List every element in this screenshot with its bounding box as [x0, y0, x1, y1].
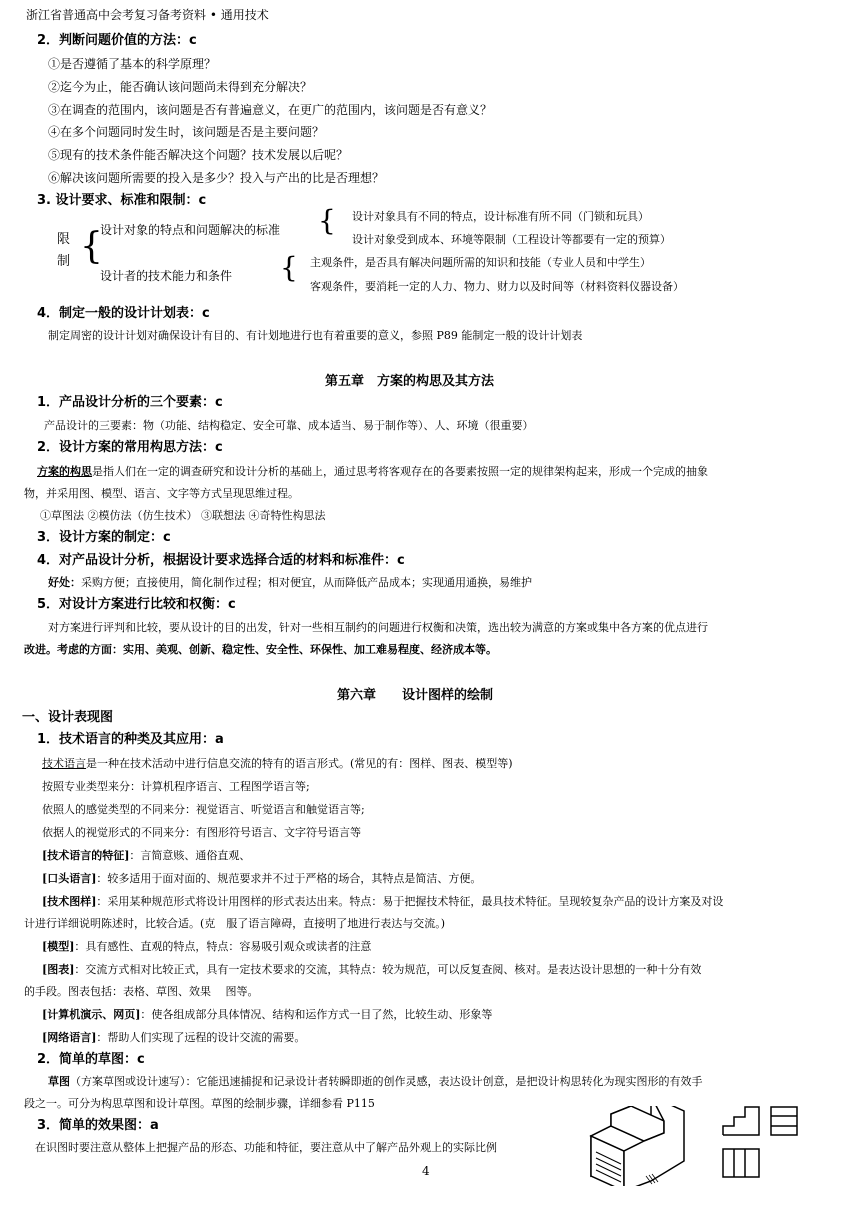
- section-heading: 一、设计表现图: [22, 710, 114, 725]
- brace-b: {: [280, 251, 298, 284]
- chapter-title: 第六章 设计图样的绘制: [337, 688, 494, 703]
- paragraph: [48, 1074, 703, 1090]
- section-title: 2．判断问题价值的方法：c: [37, 33, 197, 48]
- label: [技术图样]: [42, 895, 97, 908]
- section-title: 4．制定一般的设计计划表：c: [37, 306, 210, 321]
- text: 是指人们在一定的调查研究和设计分析的基础上，通过思考将客观存在的各要素按照一定的规律架构起来，形成一个完成的抽象: [92, 465, 708, 478]
- term: 技术语言: [42, 757, 86, 770]
- limit-subitem: 客观条件，要消耗一定的人力、物力、财力以及时间等（材料资料仪器设备）: [310, 280, 684, 293]
- section-title: 5．对设计方案进行比较和权衡：c: [37, 597, 236, 612]
- paragraph: [42, 962, 701, 978]
- list-item: ③在调查的范围内，该问题是否有普遍意义，在更广的范围内，该问题是否有意义？: [48, 103, 493, 117]
- stairs-side-view: [770, 1106, 798, 1136]
- section-title: 3．设计方案的制定：c: [37, 530, 171, 545]
- text: ：具有感性、直观的特点，特点：容易吸引观众或读者的注意: [74, 940, 372, 953]
- paragraph: 的手段。图表包括：表格、草图、效果 图等。: [24, 985, 259, 998]
- section-title: 4．对产品设计分析，根据设计要求选择合适的材料和标准件：c: [37, 553, 405, 568]
- label: [技术语言的特征]: [42, 849, 130, 862]
- brace-a: {: [318, 204, 336, 237]
- stairs-front-view: [722, 1106, 760, 1136]
- text: ：采用某种规范形式将设计用图样的形式表达出来。特点：易于把握技术特征，最具技术特征。呈现较复杂产品的设计方案及对设: [96, 895, 724, 908]
- paragraph: [42, 894, 723, 910]
- label: [计算机演示、网页]: [42, 1008, 141, 1021]
- page-number: 4: [422, 1164, 430, 1178]
- brace-main: {: [80, 226, 103, 267]
- list-item: ⑤现有的技术条件能否解决这个问题？技术发展以后呢？: [48, 148, 349, 162]
- label: [网络语言]: [42, 1031, 97, 1044]
- paragraph: [42, 1030, 305, 1046]
- paragraph: 依照人的感觉类型的不同来分：视觉语言、听觉语言和触觉语言等;: [42, 803, 365, 816]
- label: [图表]: [42, 963, 75, 976]
- paragraph: [42, 848, 250, 864]
- limit-subitem: 设计对象具有不同的特点，设计标准有所不同（门锁和玩具）: [352, 210, 649, 223]
- paragraph: [42, 939, 371, 955]
- section-title: 1．产品设计分析的三个要素：c: [37, 395, 223, 410]
- paragraph: 产品设计的三要素：物（功能、结构稳定、安全可靠、成本适当、易于制作等）、人、环境（很重要）: [44, 419, 534, 432]
- label: 好处：: [48, 576, 81, 589]
- paragraph: [42, 756, 513, 772]
- text: ：帮助人们实现了远程的设计交流的需要。: [96, 1031, 306, 1044]
- limit-item: 设计者的技术能力和条件: [100, 269, 233, 283]
- paragraph: [42, 871, 481, 887]
- text: 是一种在技术活动中进行信息交流的特有的语言形式。(常见的有：图样、图表、模型等): [86, 757, 513, 770]
- paragraph: 段之一。可分为构思草图和设计草图。草图的绘制步骤，详细参看 P115: [24, 1097, 375, 1110]
- list-item: ①是否遵循了基本的科学原理？: [48, 57, 217, 71]
- section-title: 2．简单的草图：c: [37, 1052, 145, 1067]
- paragraph: 依据人的视觉形式的不同来分：有图形符号语言、文字符号语言等: [42, 826, 361, 839]
- list-item: ⑥解决该问题所需要的投入是多少？投入与产出的比是否理想？: [48, 171, 385, 185]
- stairs-top-view: [722, 1148, 760, 1178]
- limit-subitem: 主观条件，是否具有解决问题所需的知识和技能（专业人员和中学生）: [310, 256, 651, 269]
- paragraph: ①草图法 ②模仿法（仿生技术） ③联想法 ④奇特性构思法: [40, 509, 326, 522]
- section-title: 1．技术语言的种类及其应用：a: [37, 732, 224, 747]
- text: ：较多适用于面对面的、规范要求并不过于严格的场合，其特点是简洁、方便。: [96, 872, 482, 885]
- section-title: 2．设计方案的常用构思方法：c: [37, 440, 223, 455]
- section-title: 3．简单的效果图：a: [37, 1118, 159, 1133]
- term: 方案的构思: [37, 465, 92, 478]
- text: 采购方便；直接使用，简化制作过程；相对便宜，从而降低产品成本；实现通用通换，易维护: [81, 576, 532, 589]
- text: ：使各组成部分具体情况、结构和运作方式一目了然，比较生动、形象等: [140, 1008, 493, 1021]
- limit-label: 限: [57, 232, 71, 247]
- page-header: 浙江省普通高中会考复习备考资料 • 通用技术: [26, 8, 269, 22]
- list-item: ④在多个问题同时发生时，该问题是否是主要问题？: [48, 125, 325, 139]
- paragraph: 物，并采用图、模型、语言、文字等方式呈现思维过程。: [24, 487, 299, 500]
- text: （方案草图或设计速写）：它能迅速捕捉和记录设计者转瞬即逝的创作灵感，表达设计创意，是把设计构思转化为现实图形的有效手: [70, 1075, 703, 1088]
- paragraph: [37, 464, 708, 480]
- label: [模型]: [42, 940, 75, 953]
- paragraph: [48, 575, 532, 591]
- chapter-title: 第五章 方案的构思及其方法: [325, 374, 495, 389]
- label: [口头语言]: [42, 872, 97, 885]
- text: ：交流方式相对比较正式，具有一定技术要求的交流，其特点：较为规范，可以反复查阅、核对。是表达设计思想的一种十分有效: [74, 963, 702, 976]
- term: 草图: [48, 1075, 70, 1088]
- limit-subitem: 设计对象受到成本、环境等限制（工程设计等都要有一定的预算）: [352, 233, 671, 246]
- paragraph: 对方案进行评判和比较，要从设计的目的出发，针对一些相互制约的问题进行权衡和决策，选出较为满意的方案或集中各方案的优点进行: [48, 621, 708, 634]
- limit-item: 设计对象的特点和问题解决的标准: [100, 223, 281, 237]
- paragraph: 在识图时要注意从整体上把握产品的形态、功能和特征，要注意从中了解产品外观上的实际比例: [35, 1141, 497, 1154]
- paragraph: 制定周密的设计计划对确保设计有目的、有计划地进行也有着重要的意义，参照 P89 能制定一般的设计计划表: [48, 329, 583, 342]
- paragraph: 计进行详细说明陈述时，比较合适。(克 服了语言障碍，直接明了地进行表达与交流。): [24, 917, 446, 930]
- list-item: ②迄今为止，能否确认该问题尚未得到充分解决？: [48, 80, 313, 94]
- section-title: 3. 设计要求、标准和限制：c: [37, 193, 207, 208]
- paragraph: 按照专业类型来分：计算机程序语言、工程图学语言等;: [42, 780, 310, 793]
- stairs-isometric-drawing: [586, 1106, 696, 1186]
- text: ：言简意赅、通俗直观、: [129, 849, 251, 862]
- paragraph: 改进。考虑的方面：实用、美观、创新、稳定性、安全性、环保性、加工难易程度、经济成本等。: [24, 643, 497, 656]
- paragraph: [42, 1007, 492, 1023]
- limit-label: 制: [57, 254, 71, 269]
